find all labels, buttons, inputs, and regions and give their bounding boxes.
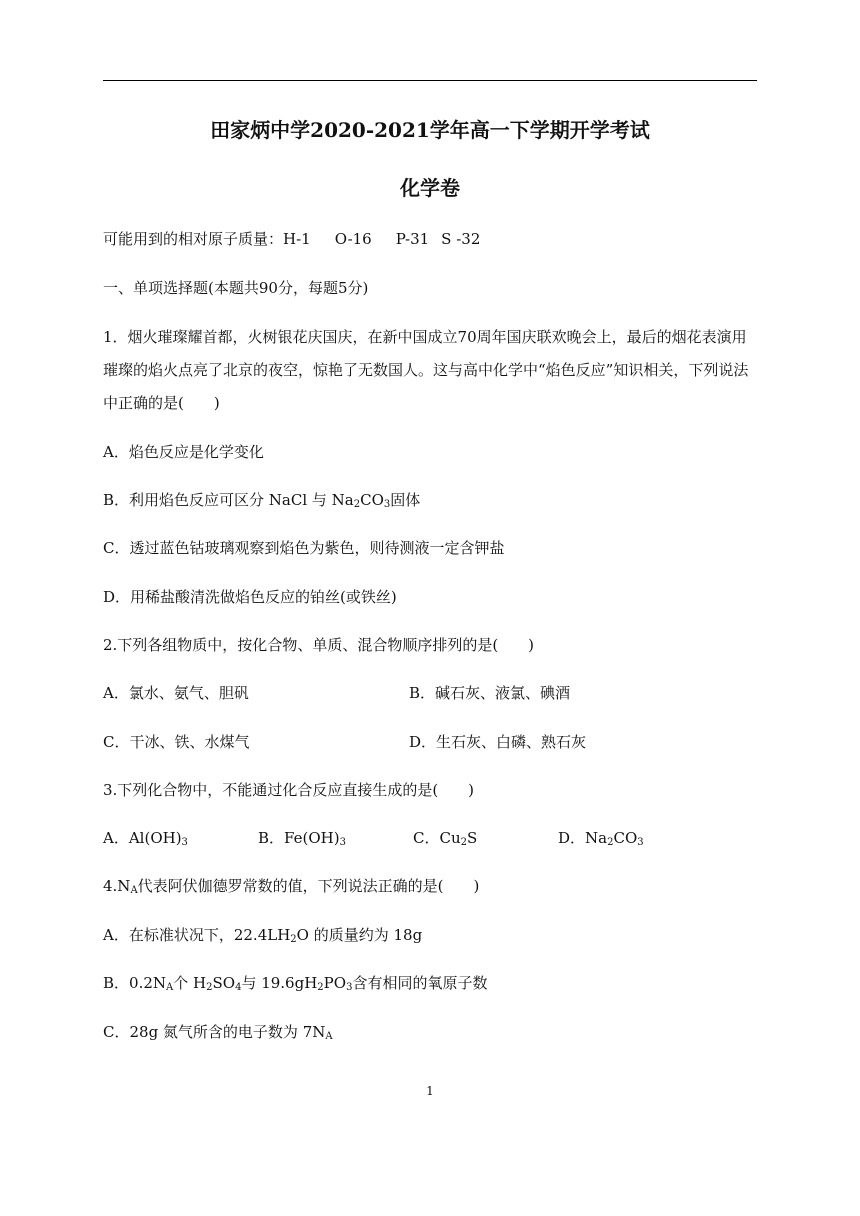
q4-b-text-1: B．0.2N — [103, 974, 167, 992]
q4-option-b — [103, 972, 487, 993]
q1-stem-line1: 1．烟火璀璨耀首都，火树银花庆国庆，在新中国成立70周年国庆联欢晚会上，最后的烟花表演用 — [103, 328, 747, 346]
q2-option-b: B．碱石灰、液氯、碘酒 — [409, 684, 571, 702]
q1-b-text-3: 固体 — [390, 491, 421, 509]
q4-b-text-5: PO — [323, 974, 347, 992]
q4-b-sub-4: 2 — [317, 982, 324, 993]
q1-b-text-1: B．利用焰色反应可区分 NaCl 与 Na — [103, 491, 354, 509]
q4-c-text: C．28g 氮气所含的电子数为 7N — [103, 1023, 326, 1041]
q3-stem: 3.下列化合物中，不能通过化合反应直接生成的是( ) — [103, 781, 475, 799]
q3-c-text-2: S — [467, 829, 478, 847]
atomic-mass-h: H-1 — [283, 230, 311, 248]
exam-title: 田家炳中学2020-2021学年高一下学期开学考试 — [210, 118, 650, 142]
atomic-masses-line — [103, 228, 480, 249]
q3-c-text-1: C．Cu — [413, 829, 461, 847]
q4-b-text-2: 个 H — [173, 974, 207, 992]
q1-option-c: C．透过蓝色钴玻璃观察到焰色为紫色，则待测液一定含钾盐 — [103, 539, 505, 557]
q3-a-text: A．Al(OH) — [103, 829, 182, 847]
q1-b-sub-1: 2 — [353, 499, 361, 510]
q2-stem: 2.下列各组物质中，按化合物、单质、混合物顺序排列的是( ) — [103, 636, 535, 654]
atomic-mass-o: O-16 — [334, 230, 372, 248]
q4-b-text-6: 含有相同的氧原子数 — [352, 974, 488, 992]
section-heading: 一、单项选择题(本题共90分，每题5分) — [103, 279, 369, 297]
q4-stem-sub: A — [130, 885, 138, 896]
q3-option-d — [558, 827, 644, 848]
q4-a-text-1: A．在标准状况下，22.4LH — [103, 926, 291, 944]
q3-d-sub-1: 2 — [607, 837, 614, 848]
q3-d-text-2: CO — [613, 829, 638, 847]
q4-a-text-2: O 的质量约为 18g — [296, 926, 423, 944]
q4-stem-text-1: 4.N — [103, 877, 131, 895]
q4-option-a — [103, 924, 422, 945]
q1-stem-line2: 璀璨的焰火点亮了北京的夜空，惊艳了无数国人。这与高中化学中“焰色反应”知识相关，下列说法 — [103, 361, 749, 379]
atomic-mass-s: S -32 — [441, 230, 481, 248]
q1-option-a: A．焰色反应是化学变化 — [103, 443, 264, 461]
q4-b-text-4: 与 19.6gH — [241, 974, 318, 992]
q4-stem-text-2: 代表阿伏伽德罗常数的值，下列说法正确的是( ) — [137, 877, 480, 895]
q3-d-text-1: D．Na — [558, 829, 608, 847]
q1-b-sub-2: 3 — [383, 499, 391, 510]
q4-b-sub-2: 2 — [206, 982, 213, 993]
page-number: 1 — [426, 1084, 434, 1098]
q3-c-sub: 2 — [460, 837, 467, 848]
q4-stem — [103, 875, 479, 896]
q3-a-sub: 3 — [181, 837, 188, 848]
q3-option-a — [103, 827, 188, 848]
q2-option-c: C．干冰、铁、水煤气 — [103, 733, 250, 751]
q4-b-sub-5: 3 — [346, 982, 353, 993]
q4-option-c — [103, 1021, 333, 1042]
q4-c-sub: A — [325, 1031, 333, 1042]
q4-b-text-3: SO — [212, 974, 236, 992]
header-rule — [103, 80, 757, 81]
atomic-masses-label: 可能用到的相对原子质量： — [103, 230, 284, 248]
q3-b-sub: 3 — [339, 837, 346, 848]
q4-b-sub-1: A — [166, 982, 174, 993]
atomic-mass-p: P-31 — [395, 230, 430, 248]
q3-b-text: B．Fe(OH) — [258, 829, 340, 847]
q3-option-c — [413, 827, 477, 848]
q4-a-sub: 2 — [290, 934, 297, 945]
q4-b-sub-3: 4 — [235, 982, 242, 993]
q2-option-d: D．生石灰、白磷、熟石灰 — [409, 733, 587, 751]
exam-subtitle: 化学卷 — [400, 176, 460, 200]
q1-option-b — [103, 489, 420, 510]
q2-option-a: A．氯水、氨气、胆矾 — [103, 684, 249, 702]
q3-option-b — [258, 827, 346, 848]
q1-b-text-2: CO — [360, 491, 384, 509]
q3-d-sub-2: 3 — [637, 837, 644, 848]
q1-option-d: D．用稀盐酸清洗做焰色反应的铂丝(或铁丝) — [103, 588, 397, 606]
q1-stem-line3: 中正确的是( ) — [103, 394, 220, 412]
